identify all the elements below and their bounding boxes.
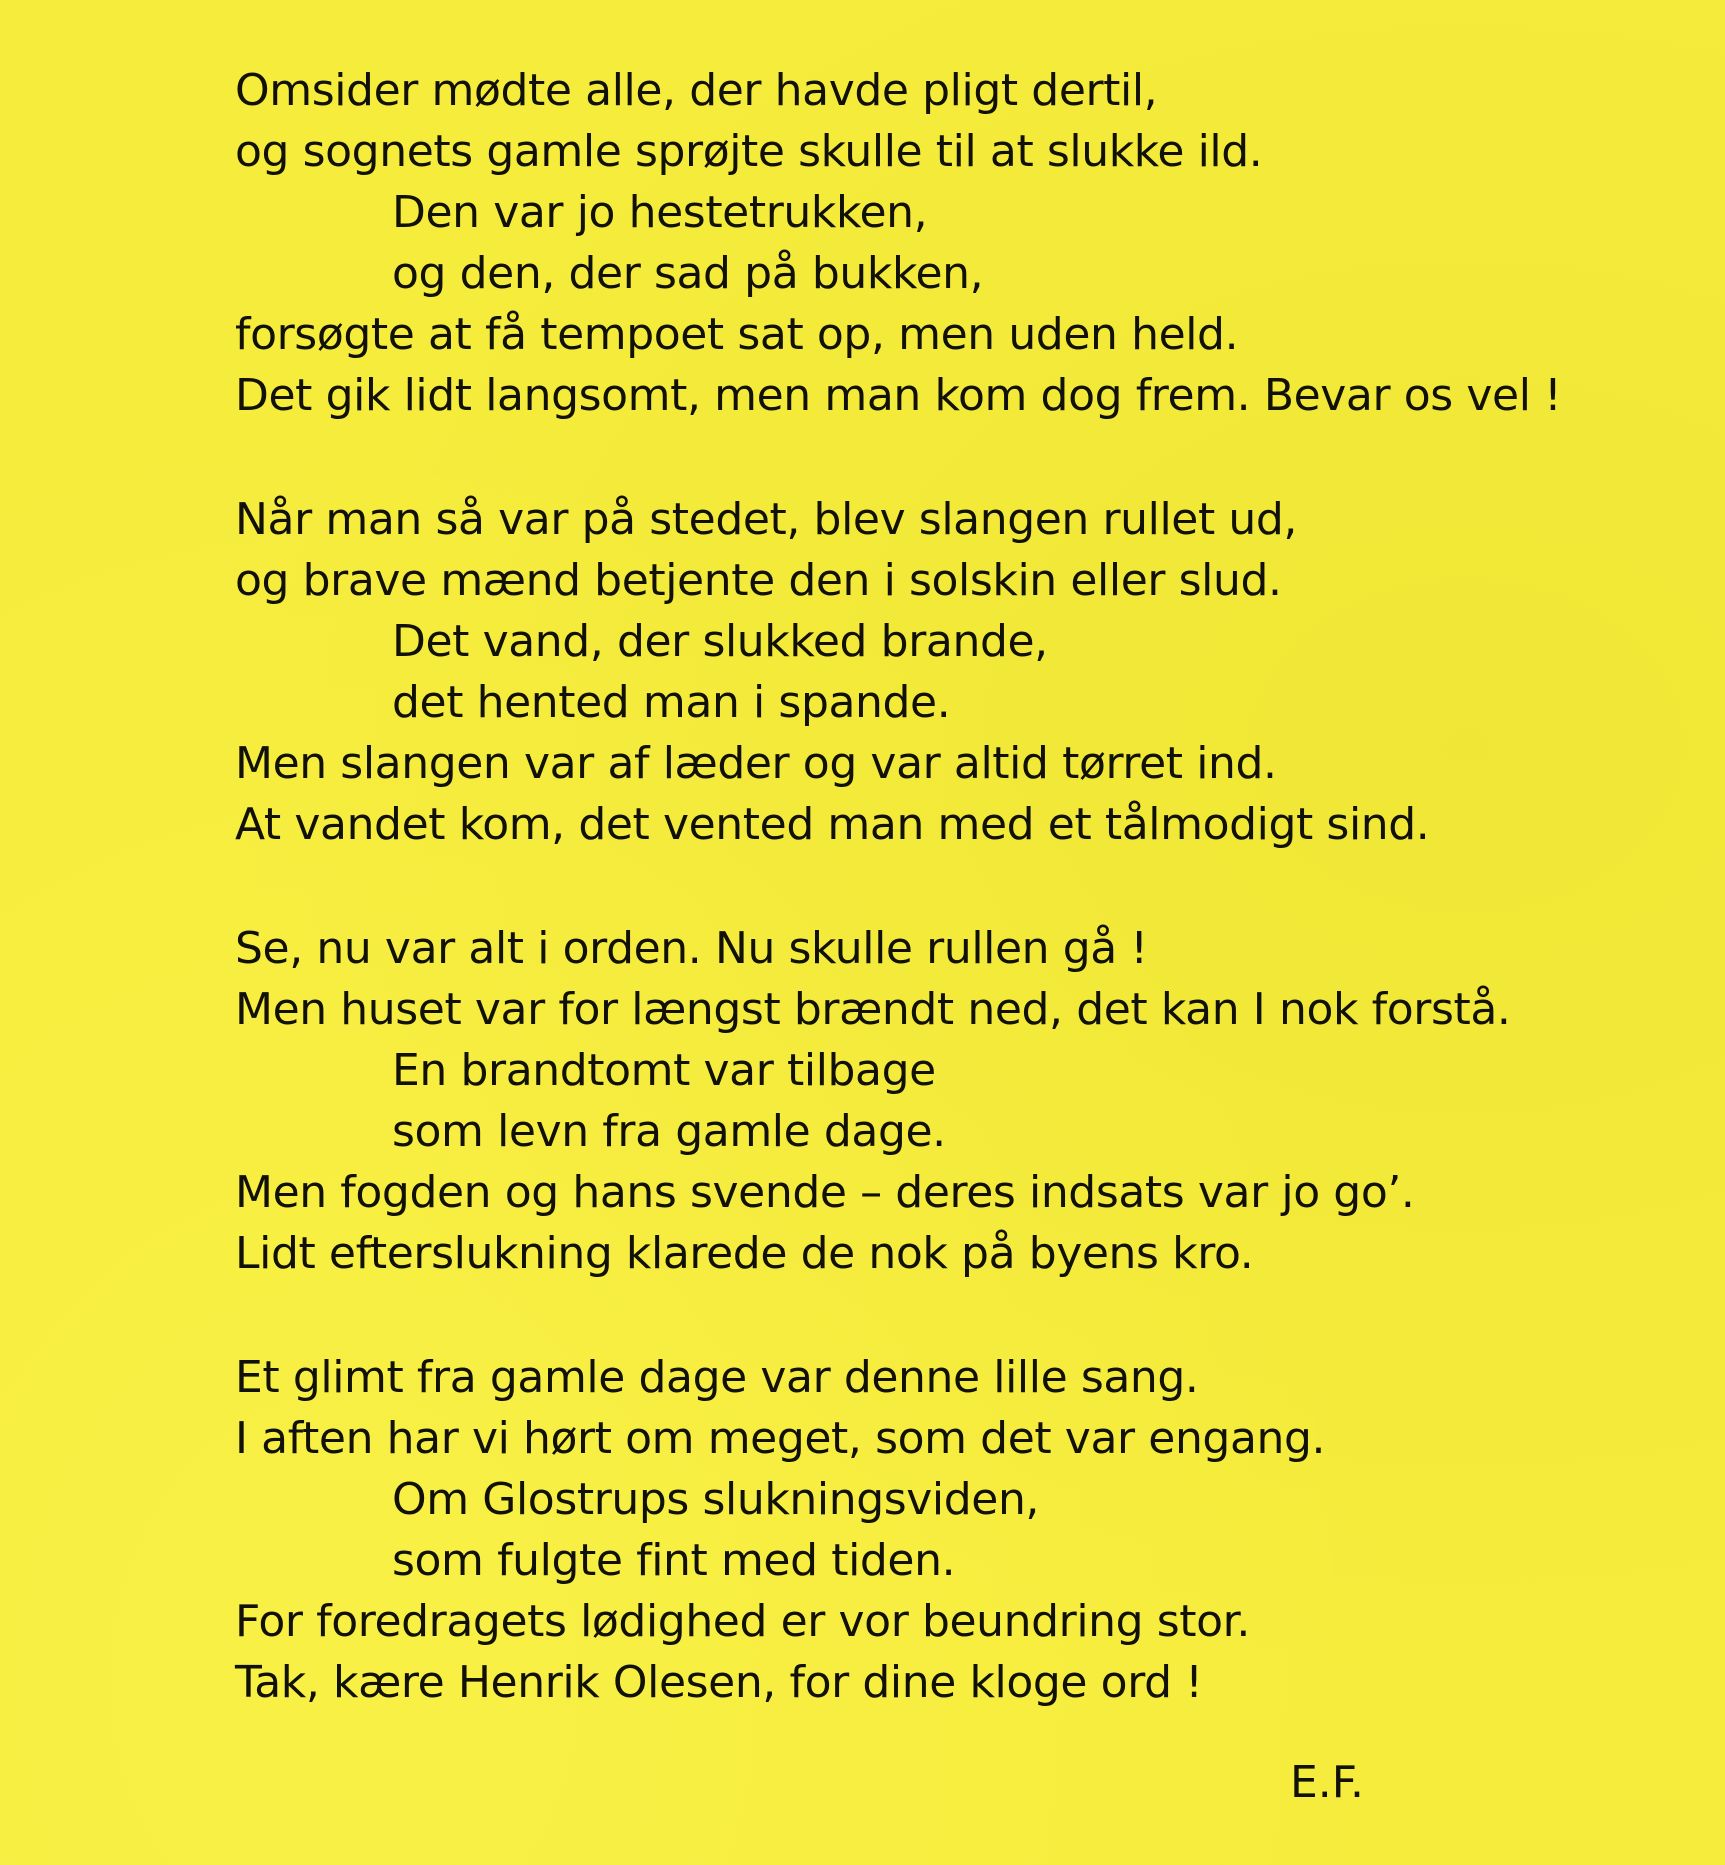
poem-line-indented: Det vand, der slukked brande,	[392, 616, 1048, 667]
stanza-2	[235, 489, 1675, 855]
poem-line: Men slangen var af læder og var altid tørret ind.	[235, 738, 1277, 789]
poem-line-indented: som levn fra gamle dage.	[392, 1106, 946, 1157]
poem-line-indented: det hented man i spande.	[392, 677, 951, 728]
poem-line: I aften har vi hørt om meget, som det var engang.	[235, 1413, 1326, 1464]
poem-line: Når man så var på stedet, blev slangen rullet ud,	[235, 494, 1298, 545]
poem-line: Omsider mødte alle, der havde pligt dertil,	[235, 65, 1158, 116]
poem-line-indented: og den, der sad på bukken,	[392, 248, 984, 299]
poem-line: forsøgte at få tempoet sat op, men uden held.	[235, 309, 1239, 360]
stanza-1	[235, 60, 1675, 426]
poem-line: Men fogden og hans svende – deres indsats var jo go’.	[235, 1167, 1415, 1218]
poem-line: For foredragets lødighed er vor beundring stor.	[235, 1596, 1250, 1647]
poem-line: Tak, kære Henrik Olesen, for dine kloge ord !	[235, 1657, 1203, 1708]
poem-line: Se, nu var alt i orden. Nu skulle rullen gå !	[235, 923, 1148, 974]
poem	[235, 60, 1675, 1776]
poem-line-indented: som fulgte fint med tiden.	[392, 1535, 956, 1586]
poem-line-indented: En brandtomt var tilbage	[392, 1045, 936, 1096]
poem-line-indented: Den var jo hestetrukken,	[392, 187, 928, 238]
author-signature: E.F.	[1290, 1757, 1365, 1808]
poem-line-indented: Om Glostrups slukningsviden,	[392, 1474, 1040, 1525]
poem-line: og sognets gamle sprøjte skulle til at slukke ild.	[235, 126, 1263, 177]
stanza-4	[235, 1347, 1675, 1713]
stanza-3	[235, 918, 1675, 1284]
poem-line: At vandet kom, det vented man med et tålmodigt sind.	[235, 799, 1430, 850]
poem-line: Et glimt fra gamle dage var denne lille sang.	[235, 1352, 1199, 1403]
poem-line: Men huset var for længst brændt ned, det kan I nok forstå.	[235, 984, 1511, 1035]
poem-line: Det gik lidt langsomt, men man kom dog frem. Bevar os vel !	[235, 370, 1562, 421]
poem-line: og brave mænd betjente den i solskin eller slud.	[235, 555, 1282, 606]
poem-line: Lidt efterslukning klarede de nok på byens kro.	[235, 1228, 1254, 1279]
